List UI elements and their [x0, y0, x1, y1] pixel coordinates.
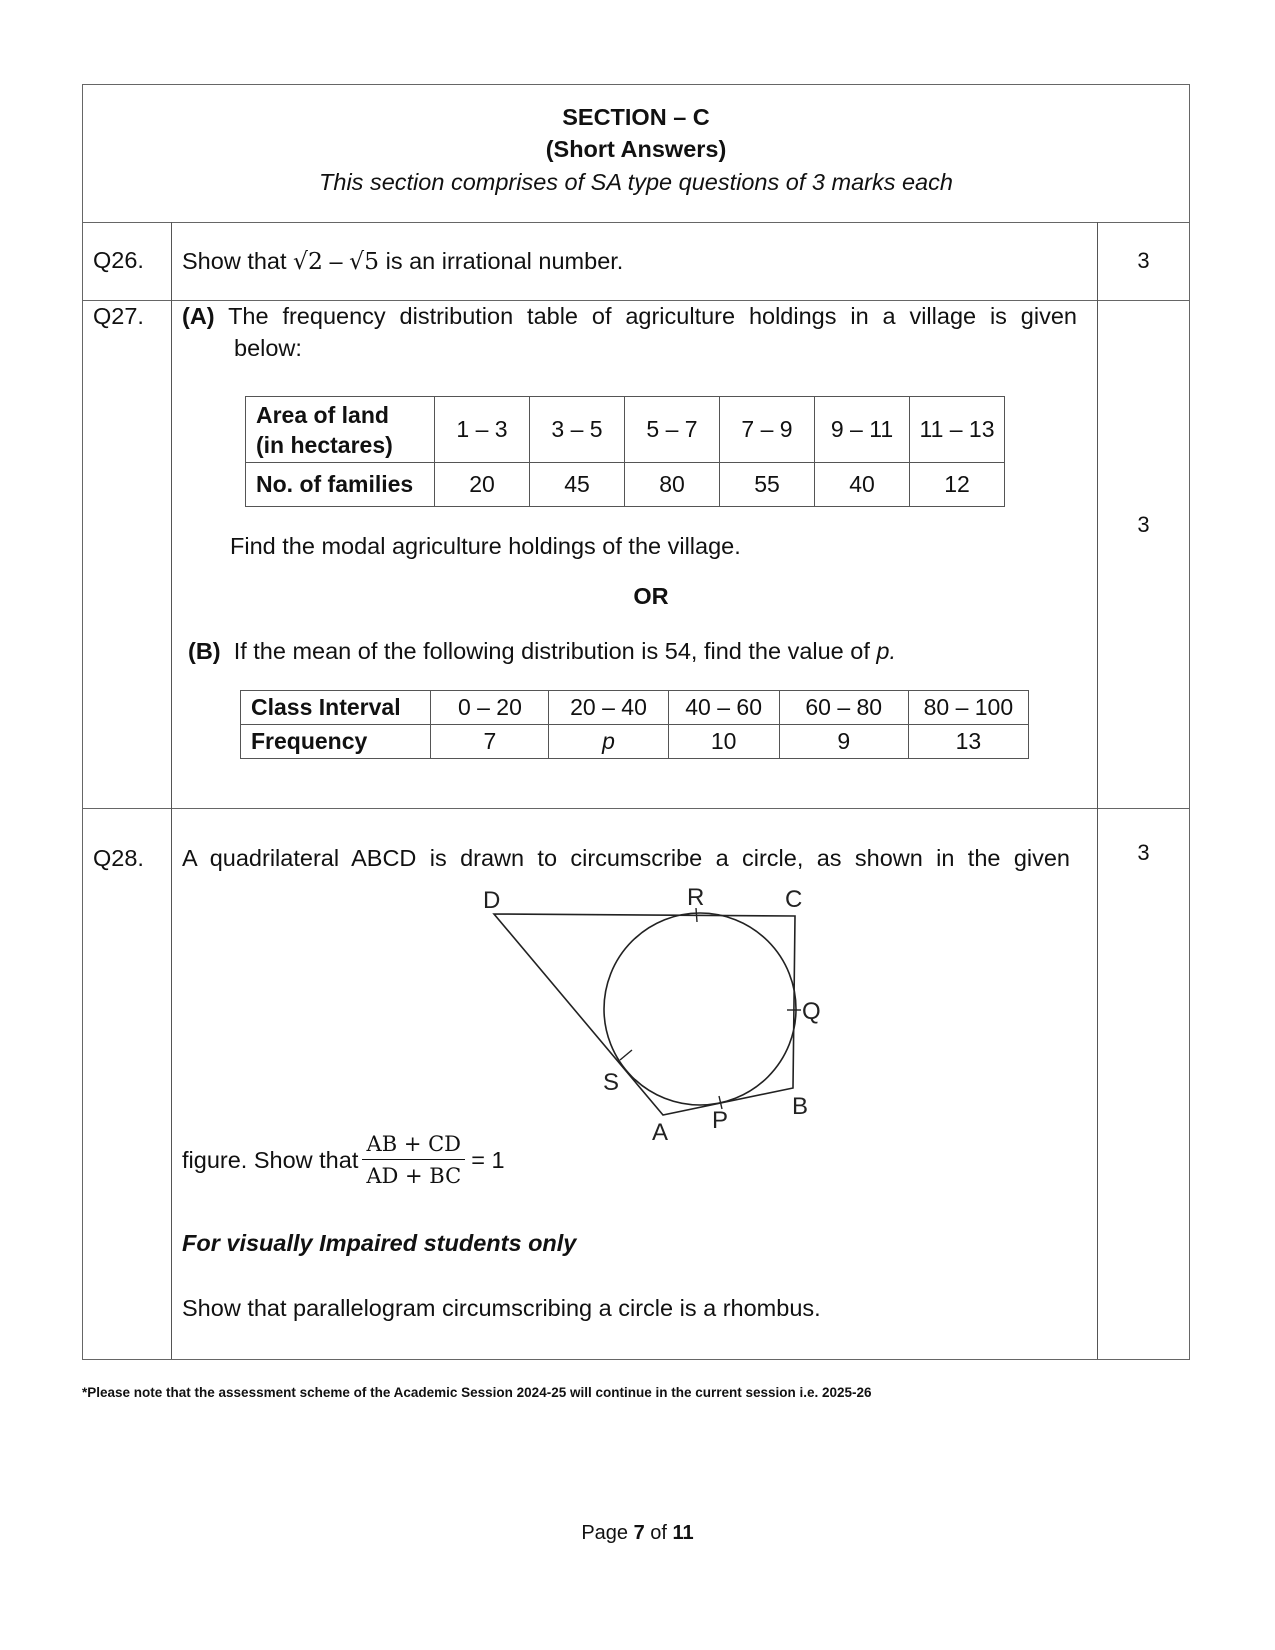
- table-cell: 80: [625, 463, 720, 507]
- marks: 3: [1137, 512, 1150, 537]
- question-text-before: Show that: [182, 248, 287, 274]
- table-cell: 40 – 60: [668, 691, 779, 725]
- table-header-cell: No. of families: [246, 463, 435, 507]
- table-cell: 12: [910, 463, 1005, 507]
- part-a-label: (A): [182, 303, 215, 329]
- table-header-cell: Area of land (in hectares): [246, 397, 435, 463]
- part-a-line2: below:: [234, 335, 302, 361]
- sqrt-5-expression: √5: [349, 247, 380, 275]
- table-cell: 7 – 9: [720, 397, 815, 463]
- question-text-line1: A quadrilateral ABCD is drawn to circumscribe a circle, as shown in the given: [182, 845, 1070, 871]
- or-separator: OR: [633, 583, 669, 609]
- question-number: Q26.: [93, 247, 144, 273]
- table-cell: 55: [720, 463, 815, 507]
- sqrt-2-expression: √2: [293, 247, 323, 275]
- table-cell: 60 – 80: [779, 691, 908, 725]
- question-number: Q28.: [93, 845, 144, 871]
- quadrilateral-abcd: [494, 914, 795, 1115]
- table-cell: 7: [431, 725, 549, 759]
- question-text-after: is an irrational number.: [385, 248, 624, 274]
- page-prefix: Page: [581, 1522, 629, 1544]
- question-text-after: = 1: [471, 1146, 505, 1173]
- table-cell: 9 – 11: [815, 397, 910, 463]
- table-cell: 40: [815, 463, 910, 507]
- page-number: [0, 1522, 1275, 1545]
- table-header-cell: Class Interval: [241, 691, 431, 725]
- visually-impaired-question: Show that parallelogram circumscribing a circle is a rhombus.: [182, 1295, 821, 1321]
- part-a-text: The frequency distribution table of agriculture holdings in a village is given: [228, 303, 1077, 329]
- table-cell: 3 – 5: [530, 397, 625, 463]
- tick-s: [620, 1050, 632, 1060]
- question-number: Q27.: [93, 303, 144, 329]
- visually-impaired-heading: For visually Impaired students only: [182, 1230, 577, 1256]
- table-cell: 13: [908, 725, 1028, 759]
- page-total: 11: [672, 1522, 694, 1544]
- footnote: *Please note that the assessment scheme of the Academic Session 2024-25 will continue in the current session i.e. 2025-26: [82, 1385, 872, 1400]
- table-cell: 45: [530, 463, 625, 507]
- minus-sign: –: [322, 248, 350, 274]
- question-text-before: figure. Show that: [182, 1146, 359, 1173]
- table-cell: 20: [435, 463, 530, 507]
- label-c: C: [785, 886, 803, 913]
- label-q: Q: [802, 998, 821, 1025]
- inscribed-circle: [604, 913, 796, 1105]
- section-title: SECTION – C: [562, 104, 710, 130]
- part-a-question: Find the modal agriculture holdings of the village.: [230, 533, 741, 559]
- table-cell: 80 – 100: [908, 691, 1028, 725]
- page-current: 7: [633, 1522, 645, 1544]
- fraction-expression: [362, 1132, 465, 1188]
- marks: 3: [1137, 840, 1150, 865]
- fraction-denominator: AD + BC: [366, 1164, 462, 1188]
- label-p: P: [712, 1107, 729, 1134]
- label-d: D: [483, 887, 501, 914]
- table-cell: 11 – 13: [910, 397, 1005, 463]
- label-b: B: [792, 1093, 809, 1120]
- label-a: A: [652, 1119, 669, 1146]
- table-header-cell: Frequency: [241, 725, 431, 759]
- fraction-numerator: AB + CD: [362, 1132, 465, 1160]
- label-s: S: [603, 1069, 620, 1096]
- table-cell: 9: [779, 725, 908, 759]
- question-text-line2: [182, 1132, 505, 1188]
- page-of: of: [650, 1522, 667, 1544]
- label-r: R: [687, 884, 705, 911]
- table-cell: 1 – 3: [435, 397, 530, 463]
- part-b-text: If the mean of the following distribution is 54, find the value of: [233, 638, 870, 664]
- part-b-variable: p.: [876, 638, 897, 664]
- table-cell: 5 – 7: [625, 397, 720, 463]
- table-cell: p: [549, 725, 668, 759]
- table-cell: 0 – 20: [431, 691, 549, 725]
- part-b-label: (B): [188, 638, 221, 664]
- table-cell: 20 – 40: [549, 691, 668, 725]
- marks: 3: [1137, 248, 1150, 273]
- table-cell: 10: [668, 725, 779, 759]
- section-subtitle: (Short Answers): [545, 136, 727, 162]
- section-description: This section comprises of SA type questions of 3 marks each: [319, 169, 953, 195]
